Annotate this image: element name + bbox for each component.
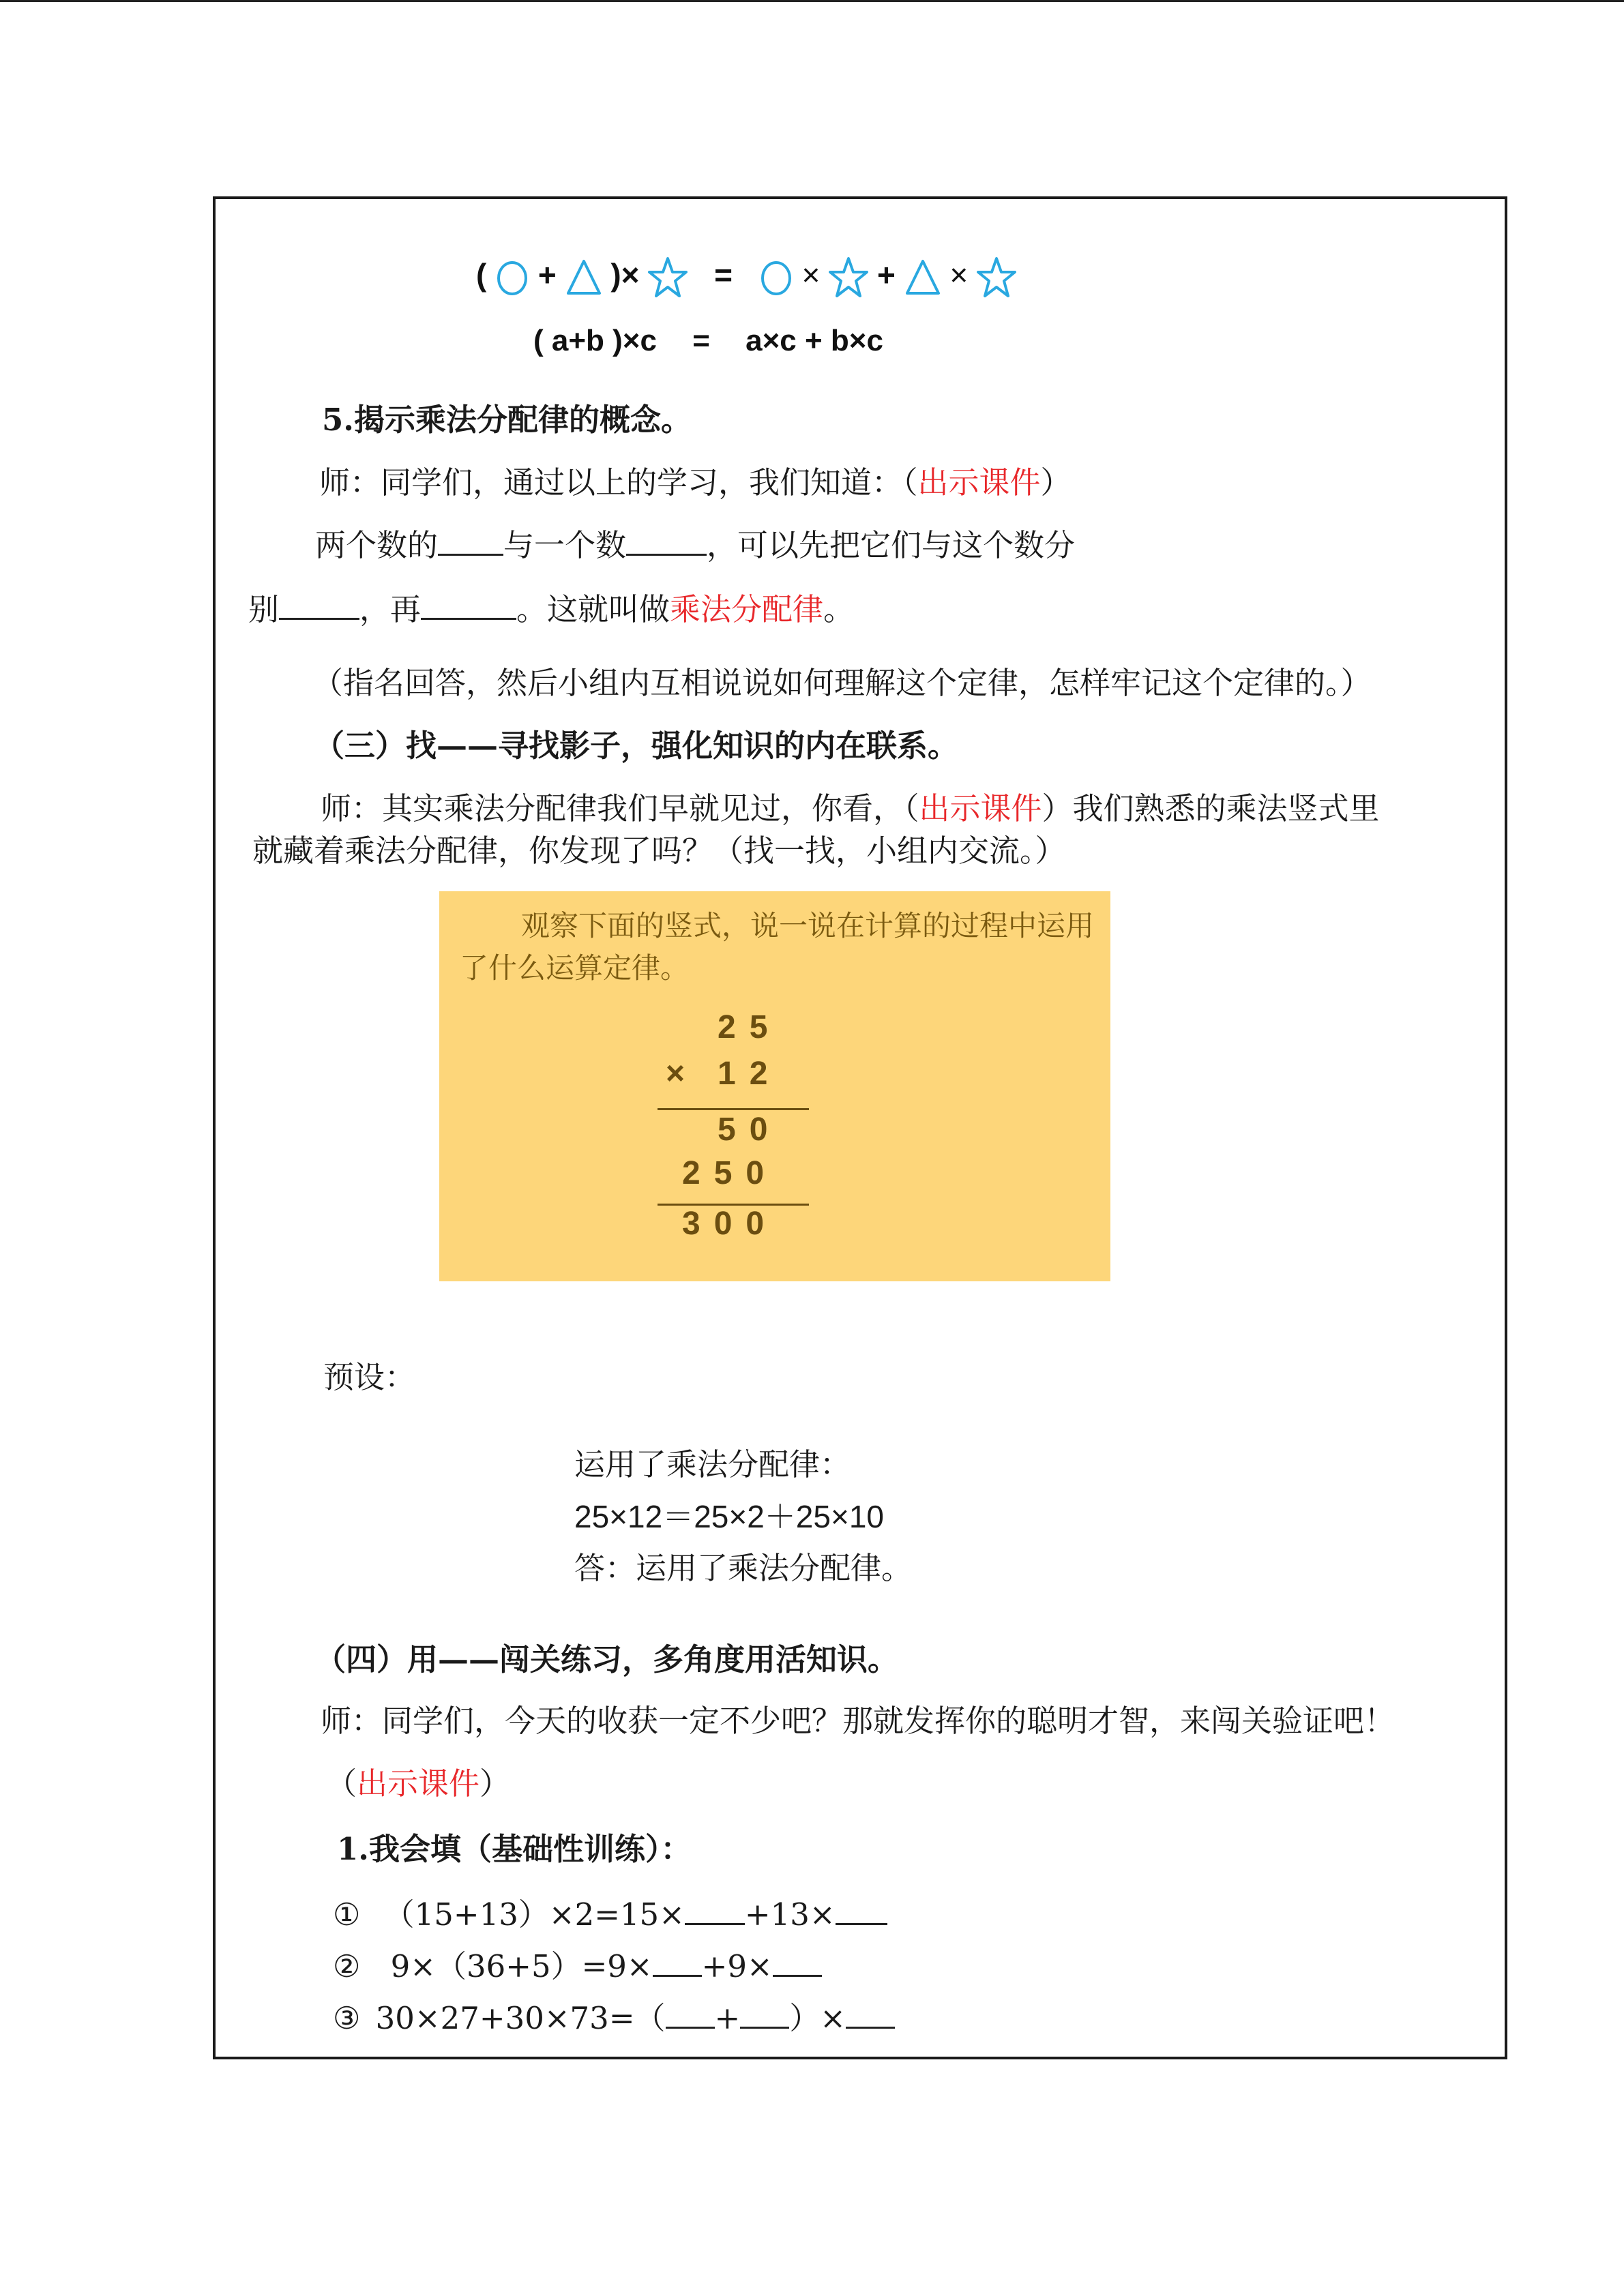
exercise-q2 — [333, 1945, 822, 1987]
courseware-slide — [439, 891, 1110, 1281]
times-sign: × — [801, 257, 821, 293]
paren-close-times: )× — [610, 257, 640, 293]
paren-open: （ — [326, 1765, 357, 1802]
circle-icon — [495, 259, 529, 296]
blank-3[interactable] — [279, 588, 359, 620]
formula-rhs: a×c + b×c — [745, 324, 883, 357]
q2-blank-2[interactable] — [773, 1945, 822, 1977]
teacher-line-1 — [319, 462, 1072, 503]
plus-sign: + — [537, 257, 557, 293]
teacher-line-3: 师：同学们，今天的收获一定不少吧？那就发挥你的聪明才智，来闯关验证吧！ — [321, 1703, 1396, 1739]
fill-text: 与一个数 — [503, 527, 627, 563]
preset-line-3: 答：运用了乘法分配律。 — [574, 1550, 913, 1586]
exercise-title: 1.我会填（基础性训练）： — [337, 1831, 692, 1867]
q3-text: ）× — [789, 2000, 846, 2036]
paren-open: ( — [476, 257, 487, 293]
fill-text: ，再 — [359, 591, 422, 627]
fill-text: 。这就叫做 — [516, 591, 670, 627]
q3-blank-2[interactable] — [740, 1997, 789, 2029]
calc-row-partial-1: 50 — [718, 1112, 782, 1148]
q1-blank-1[interactable] — [685, 1893, 745, 1925]
fill-text: 。 — [823, 591, 855, 627]
q3-number: ③ — [333, 2000, 361, 2036]
fill-text: 两个数的 — [315, 527, 439, 563]
teacher-line-1-text: 师：同学们，通过以上的学习，我们知道：（ — [319, 464, 918, 501]
star-icon — [977, 256, 1016, 299]
section-5-title: 5.揭示乘法分配律的概念。 — [322, 402, 692, 438]
preset-label: 预设： — [323, 1359, 416, 1395]
blank-2[interactable] — [626, 524, 707, 556]
q2-text: +9× — [701, 1948, 773, 1984]
star-icon — [648, 256, 688, 299]
blank-1[interactable] — [438, 524, 503, 556]
q1-number: ① — [333, 1896, 361, 1933]
q3-text: 30×27+30×73=（ — [375, 2000, 666, 2036]
fill-sentence-line-1 — [315, 524, 1075, 566]
fill-text: ，可以先把它们与这个数分 — [707, 527, 1076, 563]
q1-text: （15+13）×2=15× — [383, 1896, 685, 1933]
shape-formula — [476, 251, 1016, 299]
q3-blank-3[interactable] — [846, 1997, 895, 2029]
slide-prompt: 观察下面的竖式，说一说在计算的过程中运用了什么运算定律。 — [460, 909, 1095, 985]
show-courseware-link[interactable]: 出示课件 — [917, 464, 1041, 501]
teacher-line-2 — [321, 788, 1380, 829]
circle-icon — [759, 259, 793, 296]
calc-row-partial-2: 250 — [682, 1155, 778, 1191]
page-top-edge — [0, 0, 1624, 2]
formula-equals: = — [692, 324, 710, 357]
instruction-note: （指名回答，然后小组内互相说说如何理解这个定律，怎样牢记这个定律的。） — [312, 665, 1372, 701]
fill-text: 别 — [248, 591, 280, 627]
calc-divider-1 — [658, 1108, 809, 1110]
teacher-line-3b — [326, 1763, 510, 1804]
plus-sign: + — [876, 257, 896, 293]
q2-blank-1[interactable] — [653, 1945, 702, 1977]
teacher-line-2-text: ）我们熟悉的乘法竖式里 — [1042, 790, 1380, 826]
exercise-q3 — [333, 1997, 895, 2039]
equals-sign: = — [714, 257, 733, 293]
blank-4[interactable] — [421, 588, 516, 620]
show-courseware-link[interactable]: 出示课件 — [919, 790, 1042, 826]
calc-row-multiplier: 12 — [718, 1056, 782, 1092]
q2-number: ② — [333, 1948, 361, 1984]
section-3-title: （三）找——寻找影子，强化知识的内在联系。 — [314, 728, 959, 764]
formula-lhs: ( a+b )×c — [533, 324, 657, 357]
letter-formula — [533, 320, 883, 361]
distributive-law-term: 乘法分配律 — [670, 591, 824, 627]
q1-blank-2[interactable] — [836, 1893, 887, 1925]
paren-close: ） — [1040, 464, 1072, 501]
times-sign: × — [949, 257, 969, 293]
q3-text: + — [714, 2000, 741, 2036]
teacher-line-2b: 就藏着乘法分配律，你发现了吗？（找一找，小组内交流。） — [252, 833, 1066, 869]
preset-line-2: 25×12＝25×2＋25×10 — [574, 1499, 885, 1534]
q3-blank-1[interactable] — [666, 1997, 715, 2029]
calc-row-multiplicand: 25 — [718, 1009, 782, 1045]
section-4-title: （四）用——闯关练习，多角度用活知识。 — [315, 1641, 899, 1678]
q2-text: 9×（36+5）=9× — [390, 1948, 653, 1984]
paren-close: ） — [479, 1765, 511, 1802]
show-courseware-link[interactable]: 出示课件 — [357, 1765, 480, 1802]
teacher-line-2-text: 师：其实乘法分配律我们早就见过，你看，（ — [321, 790, 919, 826]
star-icon — [829, 256, 868, 299]
triangle-icon — [904, 258, 941, 297]
exercise-q1 — [333, 1893, 887, 1935]
calc-row-product: 300 — [682, 1206, 778, 1242]
fill-sentence-line-2 — [248, 588, 854, 630]
preset-line-1: 运用了乘法分配律： — [574, 1446, 851, 1482]
calc-times-sign: × — [666, 1056, 685, 1092]
q1-text: +13× — [744, 1896, 836, 1933]
triangle-icon — [565, 258, 602, 297]
